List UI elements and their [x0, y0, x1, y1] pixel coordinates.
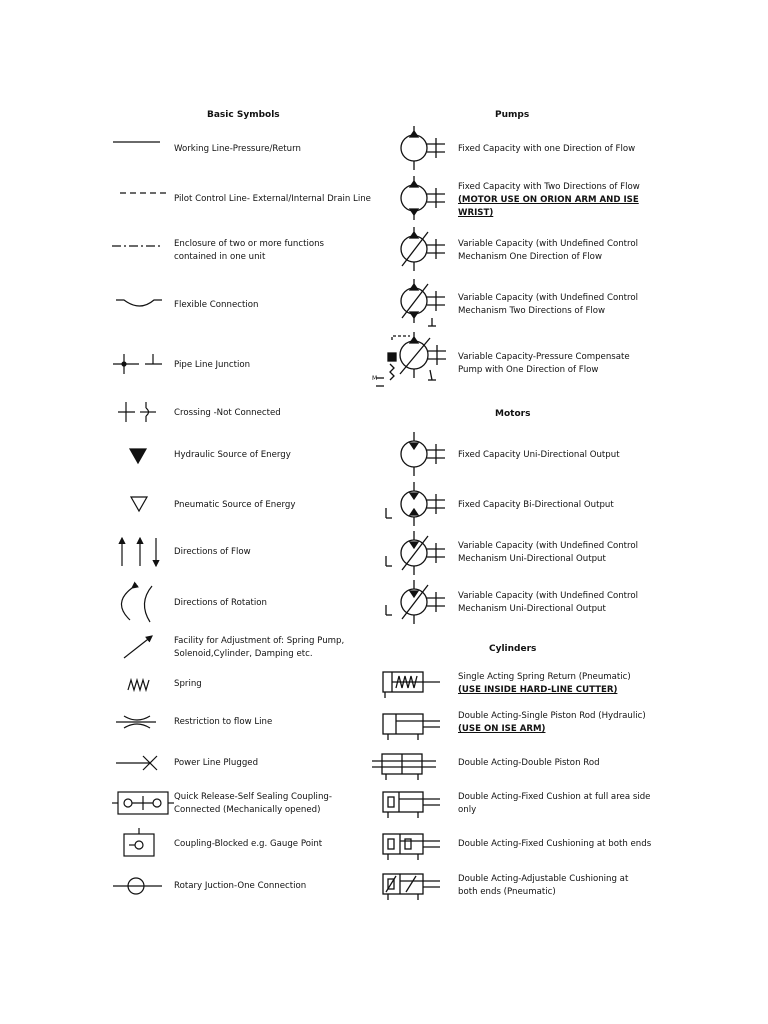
- label-pneumatic-source: Pneumatic Source of Energy: [174, 500, 296, 510]
- label-fixed-motor-bi: Fixed Capacity Bi-Directional Output: [458, 500, 614, 510]
- label-crossing: Crossing -Not Connected: [174, 408, 281, 418]
- cylinders-heading: Cylinders: [489, 644, 537, 654]
- label-rotation-directions: Directions of Rotation: [174, 598, 267, 608]
- label-double-acting-double-rod: Double Acting-Double Piston Rod: [458, 758, 600, 768]
- fixed-pump-one-dir-icon: [401, 126, 445, 170]
- label-pilot-line: Pilot Control Line- External/Internal Drain Line: [174, 194, 371, 204]
- variable-pump-two-dir-icon: [401, 279, 445, 326]
- label-variable-pump-two-dir: Variable Capacity (with Undefined Control Mechanism Two Directions of Flow: [458, 293, 639, 316]
- label-flow-directions: Directions of Flow: [174, 547, 251, 557]
- fixed-cushion-both-icon: [383, 834, 440, 860]
- fixed-pump-two-dir-icon: [401, 176, 445, 220]
- label-blocked-coupling: Coupling-Blocked e.g. Gauge Point: [174, 839, 323, 849]
- double-single-note: (USE ON ISE ARM): [458, 724, 546, 734]
- fixed-cushion-one-side-icon: [383, 792, 440, 818]
- single-acting-text: Single Acting Spring Return (Pneumatic): [458, 672, 631, 682]
- variable-pump-one-dir-icon: [401, 227, 445, 271]
- label-fixed-motor-uni: Fixed Capacity Uni-Directional Output: [458, 450, 620, 460]
- pump-two-dir-note: (MOTOR USE ON ORION ARM AND ISE WRIST): [458, 195, 639, 218]
- double-single-text: Double Acting-Single Piston Rod (Hydraulic): [458, 711, 646, 721]
- variable-motor-uni-2-icon: [386, 580, 445, 624]
- label-rotary-junction: Rotary Juction-One Connection: [174, 881, 307, 891]
- double-acting-single-rod-icon: [383, 714, 440, 740]
- adjustable-cushion-icon: [383, 874, 440, 900]
- label-variable-motor-uni-2: Variable Capacity (with Undefined Control Mechanism Uni-Directional Output: [458, 591, 639, 614]
- fixed-motor-uni-icon: [401, 432, 445, 476]
- label-restriction: Restriction to flow Line: [174, 717, 273, 727]
- basic-symbols-heading: Basic Symbols: [207, 110, 280, 120]
- motors-heading: Motors: [495, 409, 531, 419]
- label-working-line: Working Line-Pressure/Return: [174, 144, 301, 154]
- label-spring: Spring: [174, 679, 202, 689]
- label-adjustable-cushion: Double Acting-Adjustable Cushioning at both ends (Pneumatic): [458, 874, 629, 897]
- label-plugged-line: Power Line Plugged: [174, 758, 259, 768]
- double-acting-double-rod-icon: [372, 754, 436, 780]
- label-fixed-pump-one-dir: Fixed Capacity with one Direction of Flow: [458, 144, 636, 154]
- label-enclosure: Enclosure of two or more functions contained in one unit: [174, 239, 325, 262]
- pump-two-dir-text: Fixed Capacity with Two Directions of Flow: [458, 182, 640, 192]
- label-compensated-pump: Variable Capacity-Pressure Compensate Pump with One Direction of Flow: [458, 352, 630, 375]
- label-flexible-connection: Flexible Connection: [174, 300, 259, 310]
- single-acting-note: (USE INSIDE HARD-LINE CUTTER): [458, 685, 618, 695]
- label-fixed-cushion-one-side: Double Acting-Fixed Cushion at full area side only: [458, 792, 651, 815]
- label-variable-pump-one-dir: Variable Capacity (with Undefined Control Mechanism One Direction of Flow: [458, 239, 639, 262]
- pumps-heading: Pumps: [495, 110, 530, 120]
- label-variable-motor-uni: Variable Capacity (with Undefined Control Mechanism Uni-Directional Output: [458, 541, 639, 564]
- compensator-m-mark: M: [372, 375, 378, 382]
- single-acting-cylinder-icon: [383, 672, 440, 698]
- label-adjustment: Facility for Adjustment of: Spring Pump, Solenoid,Cylinder, Damping etc.: [174, 636, 345, 659]
- compensated-pump-icon: [376, 332, 446, 386]
- label-pipe-junction: Pipe Line Junction: [174, 360, 251, 370]
- label-fixed-cushion-both: Double Acting-Fixed Cushioning at both ends: [458, 839, 652, 849]
- variable-motor-uni-icon: [386, 531, 445, 575]
- fixed-motor-bi-icon: [386, 482, 445, 526]
- label-quick-coupling: Quick Release-Self Sealing Coupling-Connected (Mechanically opened): [174, 792, 332, 815]
- label-hydraulic-source: Hydraulic Source of Energy: [174, 450, 291, 460]
